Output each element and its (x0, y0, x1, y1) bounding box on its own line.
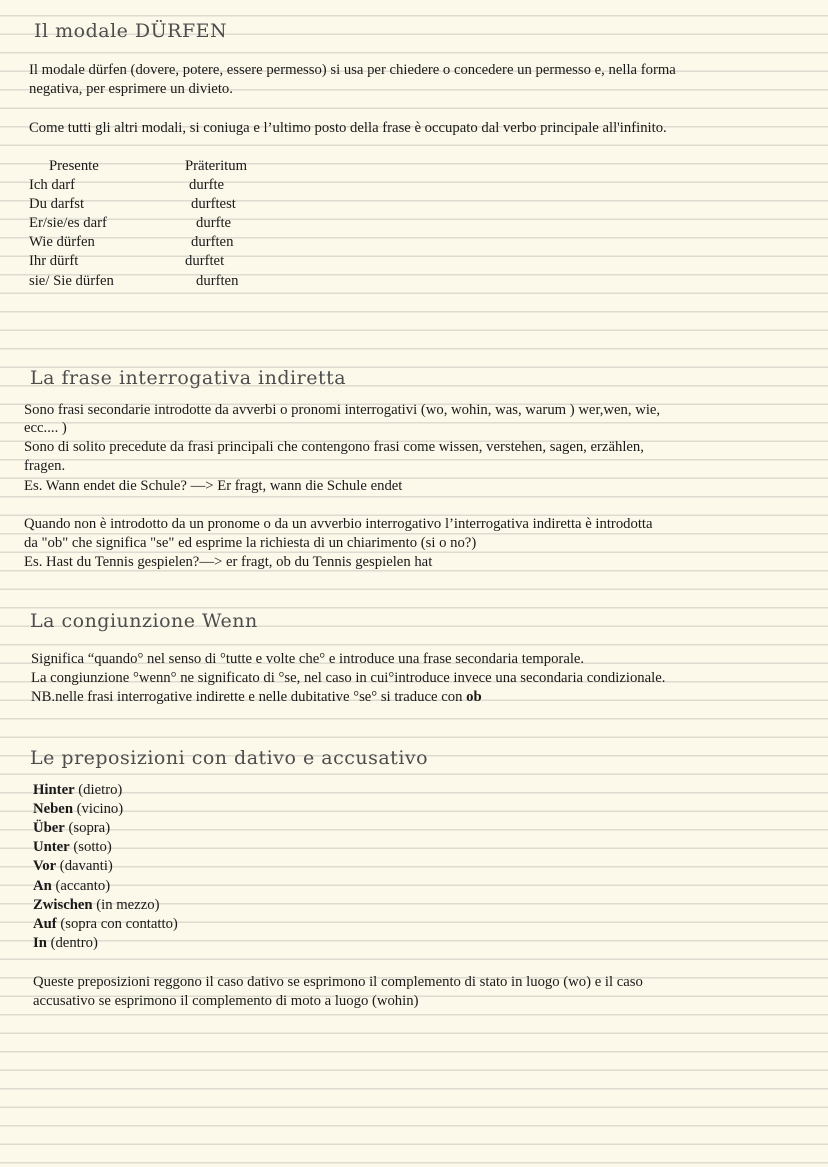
paragraph-line: Come tutti gli altri modali, si coniuga e l’ultimo posto della frase è occupato dal verbo principale all'infinito. (29, 120, 667, 136)
section-title-interrogativa: La frase interrogativa indiretta (30, 367, 347, 389)
paragraph-line: Il modale dürfen (dovere, potere, essere permesso) si usa per chiedere o concedere un permesso e, nella forma (29, 62, 676, 78)
preposition-meaning: (sopra) (64, 820, 111, 836)
paragraph-line (31, 688, 482, 707)
preposition-meaning: (dietro) (74, 782, 123, 798)
table-cell: durften (191, 234, 234, 250)
list-item (33, 915, 178, 934)
table-cell: Du darfst (29, 196, 85, 212)
paragraph-line: Sono frasi secondarie introdotte da avverbi o pronomi interrogativi (wo, wohin, was, warum ) wer,wen, wie, (24, 402, 661, 418)
preposition-word: Über (33, 820, 65, 836)
list-item (33, 934, 98, 953)
table-cell: durftet (185, 253, 225, 269)
paragraph-line: ecc.... ) (24, 420, 67, 436)
paragraph-line: accusativo se esprimono il complemento di moto a luogo (wohin) (33, 993, 419, 1009)
preposition-word: Unter (33, 839, 70, 855)
preposition-word: Zwischen (33, 897, 93, 913)
paragraph-line: Queste preposizioni reggono il caso dativo se esprimono il complemento di stato in luogo (wo) e il caso (33, 974, 643, 990)
table-cell: durftest (191, 196, 236, 212)
column-header-prateritum: Präteritum (185, 158, 247, 174)
list-item (33, 896, 159, 915)
preposition-meaning: (sotto) (69, 839, 112, 855)
nb-text: NB.nelle frasi interrogative indirette e nelle dubitative °se° si traduce con (31, 689, 467, 705)
list-item (33, 781, 122, 800)
preposition-word: Vor (33, 858, 57, 874)
paragraph-line: fragen. (24, 458, 66, 474)
preposition-meaning: (dentro) (46, 935, 98, 951)
table-cell: durfte (189, 177, 225, 193)
preposition-meaning: (in mezzo) (92, 897, 160, 913)
preposition-word: In (33, 935, 47, 951)
table-cell: Er/sie/es darf (29, 215, 107, 231)
list-item (33, 819, 110, 838)
table-cell: durften (196, 273, 239, 289)
table-cell: Ich darf (29, 177, 76, 193)
list-item (33, 877, 110, 896)
nb-bold-word: ob (466, 689, 482, 705)
table-cell: sie/ Sie dürfen (29, 273, 114, 289)
paragraph-line: Significa “quando° nel senso di °tutte e volte che° e introduce una frase secondaria temporale. (31, 651, 585, 667)
preposition-word: Auf (33, 916, 57, 932)
table-cell: Ihr dürft (29, 253, 79, 269)
preposition-meaning: (sopra con contatto) (56, 916, 178, 932)
list-item (33, 800, 123, 819)
preposition-meaning: (accanto) (51, 878, 111, 894)
paragraph-line: Es. Hast du Tennis gespielen?—> er fragt, ob du Tennis gespielen hat (24, 554, 433, 570)
preposition-word: Hinter (33, 782, 75, 798)
section-title-preposizioni: Le preposizioni con dativo e accusativo (30, 747, 429, 769)
section-title-durfen: Il modale DÜRFEN (34, 20, 228, 42)
section-title-wenn: La congiunzione Wenn (30, 610, 258, 632)
paragraph-line: La congiunzione °wenn° ne significato di °se, nel caso in cui°introduce invece una secondaria condizionale. (31, 670, 666, 686)
table-cell: durfte (196, 215, 232, 231)
list-item (33, 857, 113, 876)
paragraph-line: negativa, per esprimere un divieto. (29, 81, 233, 97)
preposition-word: Neben (33, 801, 73, 817)
paragraph-line: Quando non è introdotto da un pronome o da un avverbio interrogativo l’interrogativa indiretta è introdotta (24, 516, 653, 532)
preposition-meaning: (davanti) (56, 858, 113, 874)
paragraph-line: Es. Wann endet die Schule? —> Er fragt, wann die Schule endet (24, 478, 403, 494)
preposition-meaning: (vicino) (72, 801, 124, 817)
list-item (33, 838, 112, 857)
table-cell: Wie dürfen (29, 234, 95, 250)
preposition-word: An (33, 878, 52, 894)
paragraph-line: Sono di solito precedute da frasi principali che contengono frasi come wissen, verstehen, sagen, erzählen, (24, 439, 644, 455)
column-header-presente: Presente (49, 158, 99, 174)
paragraph-line: da "ob" che significa "se" ed esprime la richiesta di un chiarimento (si o no?) (24, 535, 477, 551)
